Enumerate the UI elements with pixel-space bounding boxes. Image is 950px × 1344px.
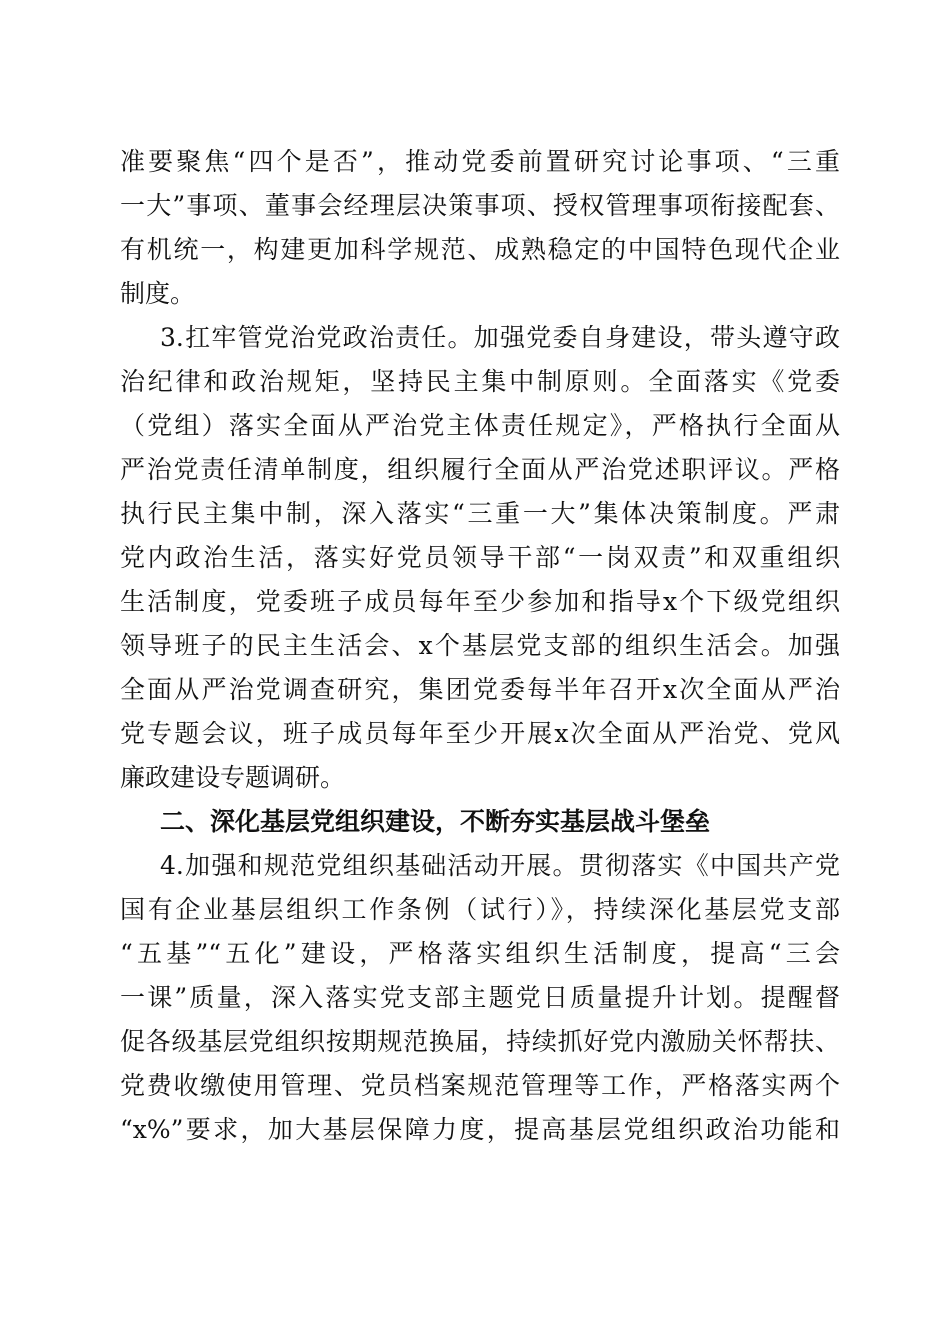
body-line: 促各级基层党组织按期规范换届，持续抓好党内激励关怀帮扶、	[120, 1027, 840, 1056]
body-line: 治纪律和政治规矩，坚持民主集中制原则。全面落实《党委	[120, 367, 840, 396]
section-heading: 二、深化基层党组织建设，不断夯实基层战斗堡垒	[160, 807, 711, 836]
body-line: 生活制度，党委班子成员每年至少参加和指导x个下级党组织	[120, 587, 840, 616]
body-line: 一课”质量，深入落实党支部主题党日质量提升计划。提醒督	[120, 983, 840, 1012]
body-line: 党内政治生活，落实好党员领导干部“一岗双责”和双重组织	[120, 543, 840, 572]
paragraph-start-line: 3.扛牢管党治党政治责任。加强党委自身建设，带头遵守政	[160, 323, 840, 352]
paragraph-start-line: 4.加强和规范党组织基础活动开展。贯彻落实《中国共产党	[160, 851, 840, 880]
body-line: 严治党责任清单制度，组织履行全面从严治党述职评议。严格	[120, 455, 840, 484]
body-line: （党组）落实全面从严治党主体责任规定》，严格执行全面从	[120, 411, 840, 440]
body-line: 全面从严治党调查研究，集团党委每半年召开x次全面从严治	[120, 675, 840, 704]
body-line: 准要聚焦“四个是否”，推动党委前置研究讨论事项、“三重	[120, 147, 840, 176]
body-line: 有机统一，构建更加科学规范、成熟稳定的中国特色现代企业	[120, 235, 840, 264]
body-line: “五基”“五化”建设，严格落实组织生活制度，提高“三会	[120, 939, 840, 968]
body-line: 党费收缴使用管理、党员档案规范管理等工作，严格落实两个	[120, 1071, 840, 1100]
body-line: 国有企业基层组织工作条例（试行）》，持续深化基层党支部	[120, 895, 840, 924]
body-line: “x%”要求，加大基层保障力度，提高基层党组织政治功能和	[120, 1115, 840, 1144]
body-line: 执行民主集中制，深入落实“三重一大”集体决策制度。严肃	[120, 499, 840, 528]
body-line: 党专题会议，班子成员每年至少开展x次全面从严治党、党风	[120, 719, 840, 748]
body-line: 一大”事项、董事会经理层决策事项、授权管理事项衔接配套、	[120, 191, 840, 220]
document-body	[120, 140, 840, 1152]
body-line: 领导班子的民主生活会、x个基层党支部的组织生活会。加强	[120, 631, 840, 660]
body-line: 廉政建设专题调研。	[120, 763, 346, 792]
body-line: 制度。	[120, 279, 196, 308]
